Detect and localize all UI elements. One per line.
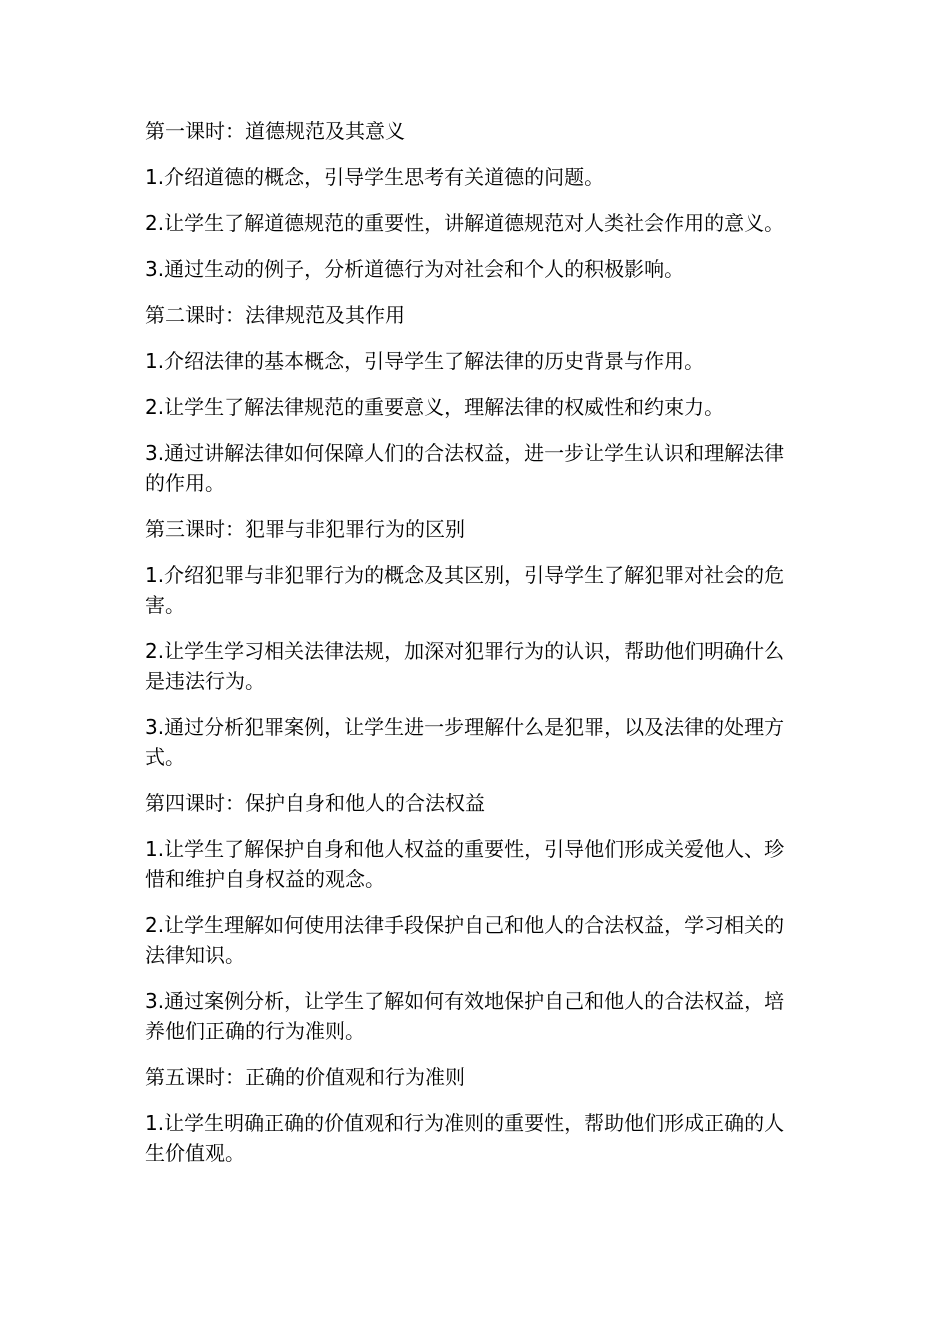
lesson-item: 2.让学生学习相关法律法规，加深对犯罪行为的认识，帮助他们明确什么是违法行为。 bbox=[145, 639, 785, 693]
document-body bbox=[145, 116, 795, 1184]
lesson-item: 3.通过案例分析，让学生了解如何有效地保护自己和他人的合法权益，培养他们正确的行为准则。 bbox=[145, 989, 785, 1043]
lesson-heading: 第五课时：正确的价值观和行为准则 bbox=[145, 1065, 465, 1089]
lesson-section-2 bbox=[145, 300, 795, 498]
lesson-item: 3.通过生动的例子，分析道德行为对社会和个人的积极影响。 bbox=[145, 257, 685, 281]
lesson-item: 3.通过分析犯罪案例，让学生进一步理解什么是犯罪，以及法律的处理方式。 bbox=[145, 715, 785, 769]
lesson-heading: 第三课时：犯罪与非犯罪行为的区别 bbox=[145, 517, 465, 541]
lesson-heading: 第四课时：保护自身和他人的合法权益 bbox=[145, 791, 485, 815]
lesson-section-3 bbox=[145, 514, 795, 772]
lesson-section-4 bbox=[145, 788, 795, 1046]
lesson-item: 1.介绍道德的概念，引导学生思考有关道德的问题。 bbox=[145, 165, 605, 189]
lesson-item: 2.让学生了解法律规范的重要意义，理解法律的权威性和约束力。 bbox=[145, 395, 725, 419]
lesson-item: 1.介绍法律的基本概念，引导学生了解法律的历史背景与作用。 bbox=[145, 349, 705, 373]
lesson-heading: 第二课时：法律规范及其作用 bbox=[145, 303, 405, 327]
lesson-item: 1.让学生了解保护自身和他人权益的重要性，引导他们形成关爱他人、珍惜和维护自身权益的观念。 bbox=[145, 837, 785, 891]
lesson-section-1 bbox=[145, 116, 795, 284]
lesson-item: 2.让学生了解道德规范的重要性，讲解道德规范对人类社会作用的意义。 bbox=[145, 211, 785, 235]
lesson-heading: 第一课时：道德规范及其意义 bbox=[145, 119, 405, 143]
lesson-item: 2.让学生理解如何使用法律手段保护自己和他人的合法权益，学习相关的法律知识。 bbox=[145, 913, 785, 967]
lesson-section-5 bbox=[145, 1062, 795, 1168]
lesson-item: 1.介绍犯罪与非犯罪行为的概念及其区别，引导学生了解犯罪对社会的危害。 bbox=[145, 563, 785, 617]
lesson-item: 3.通过讲解法律如何保障人们的合法权益，进一步让学生认识和理解法律的作用。 bbox=[145, 441, 785, 495]
lesson-item: 1.让学生明确正确的价值观和行为准则的重要性，帮助他们形成正确的人生价值观。 bbox=[145, 1111, 785, 1165]
